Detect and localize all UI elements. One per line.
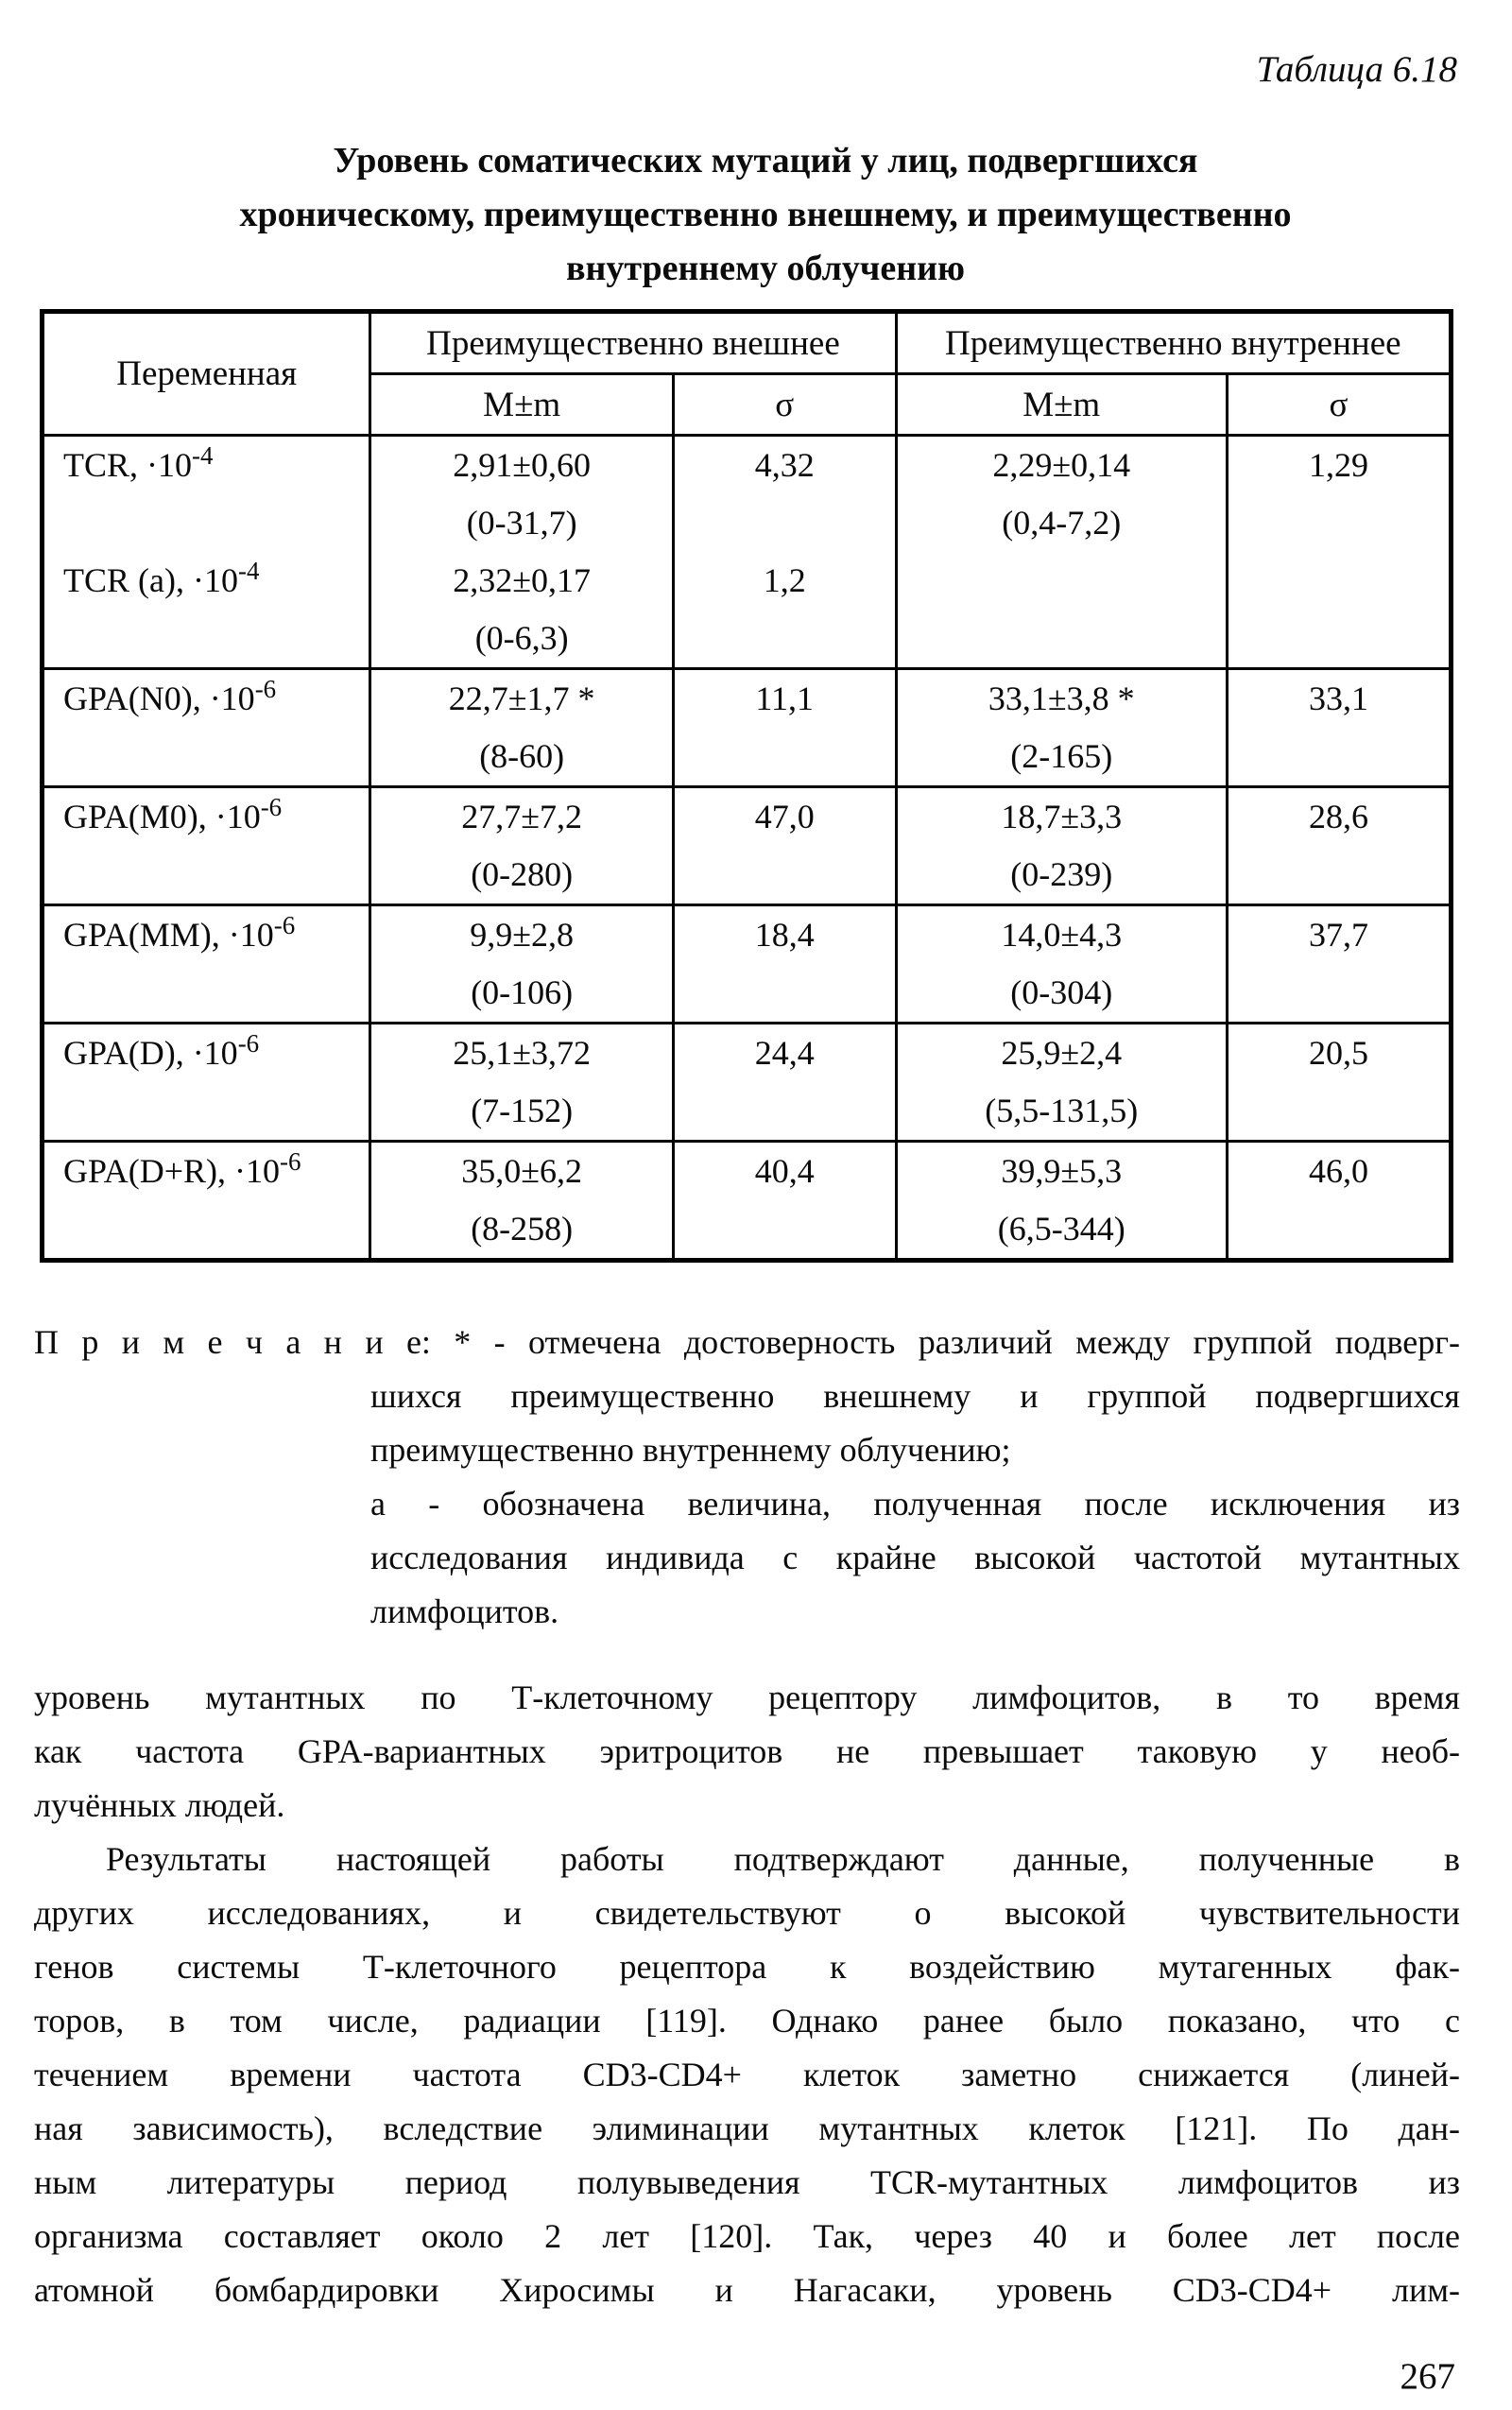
body-line: атомной бомбардировки Хиросимы и Нагасаки, уровень CD3-CD4+ лим- xyxy=(34,2271,1460,2309)
body-line: лучённых людей. xyxy=(34,1786,285,1824)
cell-value: 4,32 xyxy=(754,446,815,484)
cell-value: 33,1±3,8 * xyxy=(988,680,1135,717)
cell-value: 33,1 xyxy=(1308,680,1368,717)
header-group-external: Преимущественно внешнее xyxy=(370,312,896,374)
cell-value: 47,0 xyxy=(754,798,815,835)
ext-mm-cell xyxy=(370,1024,674,1142)
cell-value: 2,29±0,14 xyxy=(992,446,1131,484)
ext-sigma-cell xyxy=(673,1024,896,1142)
body-text xyxy=(34,1671,1460,2317)
cell-value: 1,2 xyxy=(763,561,806,599)
cell-range: (0-280) xyxy=(471,855,574,893)
variable-exponent: -6 xyxy=(254,675,277,703)
table-footnote xyxy=(34,1316,1460,1639)
variable-label xyxy=(44,437,369,494)
variable-label xyxy=(44,906,369,964)
int-sigma-cell xyxy=(1227,787,1451,905)
header-int-mm: M±m xyxy=(896,374,1227,436)
int-sigma-cell xyxy=(1227,1024,1451,1142)
body-line: генов системы Т-клеточного рецептора к воздействию мутагенных фак- xyxy=(34,1948,1460,1986)
cell-value: 28,6 xyxy=(1308,798,1368,835)
cell-value: 14,0±4,3 xyxy=(1001,916,1123,954)
body-line: ная зависимость), вследствие элиминации мутантных клеток [121]. По дан- xyxy=(34,2109,1460,2147)
footnote-line: а - обозначена величина, полученная после исключения из xyxy=(370,1485,1460,1523)
variable-cell xyxy=(43,787,370,905)
page-number: 267 xyxy=(1400,2356,1455,2397)
table-row xyxy=(43,1142,1452,1261)
table-row xyxy=(43,1024,1452,1142)
cell-value: 25,9±2,4 xyxy=(1001,1034,1123,1072)
header-variable: Переменная xyxy=(43,312,370,436)
header-int-sigma: σ xyxy=(1227,374,1451,436)
footnote-line: шихся преимущественно внешнему и группой подвергшихся xyxy=(370,1377,1460,1415)
table-row xyxy=(43,905,1452,1024)
int-mm-cell xyxy=(896,669,1227,787)
cell-range: (8-60) xyxy=(479,737,565,775)
body-line: организма составляет около 2 лет [120]. Так, через 40 и более лет после xyxy=(34,2217,1460,2255)
cell-value: 2,91±0,60 xyxy=(453,446,592,484)
cell-value: 40,4 xyxy=(754,1152,815,1190)
body-line: других исследованиях, и свидетельствуют о высокой чувствительности xyxy=(34,1894,1460,1932)
body-line: Результаты настоящей работы подтверждают данные, полученные в xyxy=(106,1840,1460,1878)
variable-cell xyxy=(43,1142,370,1261)
cell-value: 9,9±2,8 xyxy=(470,916,575,954)
variable-label-text: GPA(D), ·10 xyxy=(63,1034,238,1072)
cell-value: 39,9±5,3 xyxy=(1001,1152,1123,1190)
int-mm-cell xyxy=(896,1024,1227,1142)
variable-label-text: GPA(MM), ·10 xyxy=(63,916,274,954)
table-body xyxy=(43,436,1452,1261)
cell-value: 46,0 xyxy=(1308,1152,1368,1190)
cell-range: (5,5-131,5) xyxy=(985,1092,1139,1129)
table-row-tcr xyxy=(43,436,1452,669)
cell-range: (0-239) xyxy=(1010,855,1113,893)
mutation-levels-table xyxy=(40,309,1453,1263)
cell-range: (0-106) xyxy=(471,973,574,1011)
ext-mm-cell xyxy=(370,787,674,905)
variable-label xyxy=(44,552,369,610)
body-line: торов, в том числе, радиации [119]. Однако ранее было показано, что с xyxy=(34,2002,1460,2040)
cell-value: 18,4 xyxy=(754,916,815,954)
table-title-line-3: внутреннему облучению xyxy=(565,249,966,288)
int-sigma-cell xyxy=(1227,1142,1451,1261)
variable-exponent: -4 xyxy=(237,557,260,585)
variable-label-text: GPA(N0), ·10 xyxy=(63,680,255,717)
int-mm-cell xyxy=(896,787,1227,905)
body-line: как частота GPA-вариантных эритроцитов не превышает таковую у необ- xyxy=(34,1732,1460,1770)
footnote-line: П р и м е ч а н и е: * - отмечена достоверность различий между группой подверг- xyxy=(34,1323,1460,1361)
header-ext-sigma: σ xyxy=(673,374,896,436)
cell-value: 11,1 xyxy=(755,680,815,717)
ext-mm-cell xyxy=(370,1142,674,1261)
table-row xyxy=(43,669,1452,787)
cell-value: 1,29 xyxy=(1308,446,1368,484)
int-mm-cell xyxy=(896,436,1227,669)
variable-cell xyxy=(43,669,370,787)
cell-value: 37,7 xyxy=(1308,916,1368,954)
variable-label-text: GPA(M0), ·10 xyxy=(63,798,261,835)
variable-label-text: TCR, ·10 xyxy=(63,446,193,484)
cell-value: 20,5 xyxy=(1308,1034,1368,1072)
cell-value: 25,1±3,72 xyxy=(453,1034,592,1072)
int-mm-cell xyxy=(896,1142,1227,1261)
int-mm-cell xyxy=(896,905,1227,1024)
cell-range: (2-165) xyxy=(1010,737,1113,775)
table-row xyxy=(43,787,1452,905)
variable-label xyxy=(44,1024,369,1082)
ext-sigma-cell xyxy=(673,787,896,905)
table-title-line-1: Уровень соматических мутаций у лиц, подвергшихся xyxy=(333,141,1198,181)
cell-range: (0-304) xyxy=(1010,973,1113,1011)
cell-range: (8-258) xyxy=(471,1210,574,1248)
variable-label xyxy=(44,1143,369,1200)
cell-value: 27,7±7,2 xyxy=(461,798,583,835)
cell-value: 18,7±3,3 xyxy=(1001,798,1123,835)
ext-sigma-cell xyxy=(673,669,896,787)
cell-value: 2,32±0,17 xyxy=(453,561,592,599)
cell-value: 24,4 xyxy=(754,1034,815,1072)
cell-range: (0-6,3) xyxy=(474,619,569,657)
footnote-line: исследования индивида с крайне высокой частотой мутантных xyxy=(370,1539,1460,1576)
body-line: ным литературы период полувыведения TCR-мутантных лимфоцитов из xyxy=(34,2163,1460,2201)
table-header xyxy=(43,312,1452,436)
cell-range: (7-152) xyxy=(471,1092,574,1129)
table-title xyxy=(85,134,1446,296)
variable-cell xyxy=(43,436,370,669)
cell-value: 35,0±6,2 xyxy=(461,1152,583,1190)
variable-cell xyxy=(43,905,370,1024)
header-ext-mm: M±m xyxy=(370,374,674,436)
table-caption: Таблица 6.18 xyxy=(1256,49,1457,90)
variable-exponent: -4 xyxy=(192,441,214,470)
ext-mm-cell xyxy=(370,436,674,669)
ext-mm-cell xyxy=(370,669,674,787)
cell-range: (0-31,7) xyxy=(466,504,577,542)
cell-range: (0,4-7,2) xyxy=(1002,504,1122,542)
header-group-internal: Преимущественно внутреннее xyxy=(896,312,1451,374)
int-sigma-cell xyxy=(1227,669,1451,787)
variable-exponent: -6 xyxy=(237,1029,260,1058)
cell-range: (6,5-344) xyxy=(997,1210,1125,1248)
variable-label-text: TCR (а), ·10 xyxy=(63,561,238,599)
footnote-line: преимущественно внутреннему облучению; xyxy=(370,1431,1011,1469)
ext-sigma-cell xyxy=(673,436,896,669)
variable-label xyxy=(44,670,369,728)
body-line: уровень мутантных по Т-клеточному рецептору лимфоцитов, в то время xyxy=(34,1678,1460,1716)
body-line: течением времени частота CD3-CD4+ клеток заметно снижается (линей- xyxy=(34,2056,1460,2093)
variable-exponent: -6 xyxy=(280,1147,301,1176)
variable-label xyxy=(44,788,369,846)
variable-exponent: -6 xyxy=(260,793,283,821)
cell-value: 22,7±1,7 * xyxy=(448,680,595,717)
table-title-line-2: хроническому, преимущественно внешнему, и преимущественно xyxy=(239,195,1292,234)
footnote-line: лимфоцитов. xyxy=(370,1592,559,1630)
variable-cell xyxy=(43,1024,370,1142)
ext-sigma-cell xyxy=(673,905,896,1024)
ext-mm-cell xyxy=(370,905,674,1024)
variable-label-text: GPA(D+R), ·10 xyxy=(63,1152,280,1190)
int-sigma-cell xyxy=(1227,436,1451,669)
variable-exponent: -6 xyxy=(273,911,296,939)
ext-sigma-cell xyxy=(673,1142,896,1261)
int-sigma-cell xyxy=(1227,905,1451,1024)
